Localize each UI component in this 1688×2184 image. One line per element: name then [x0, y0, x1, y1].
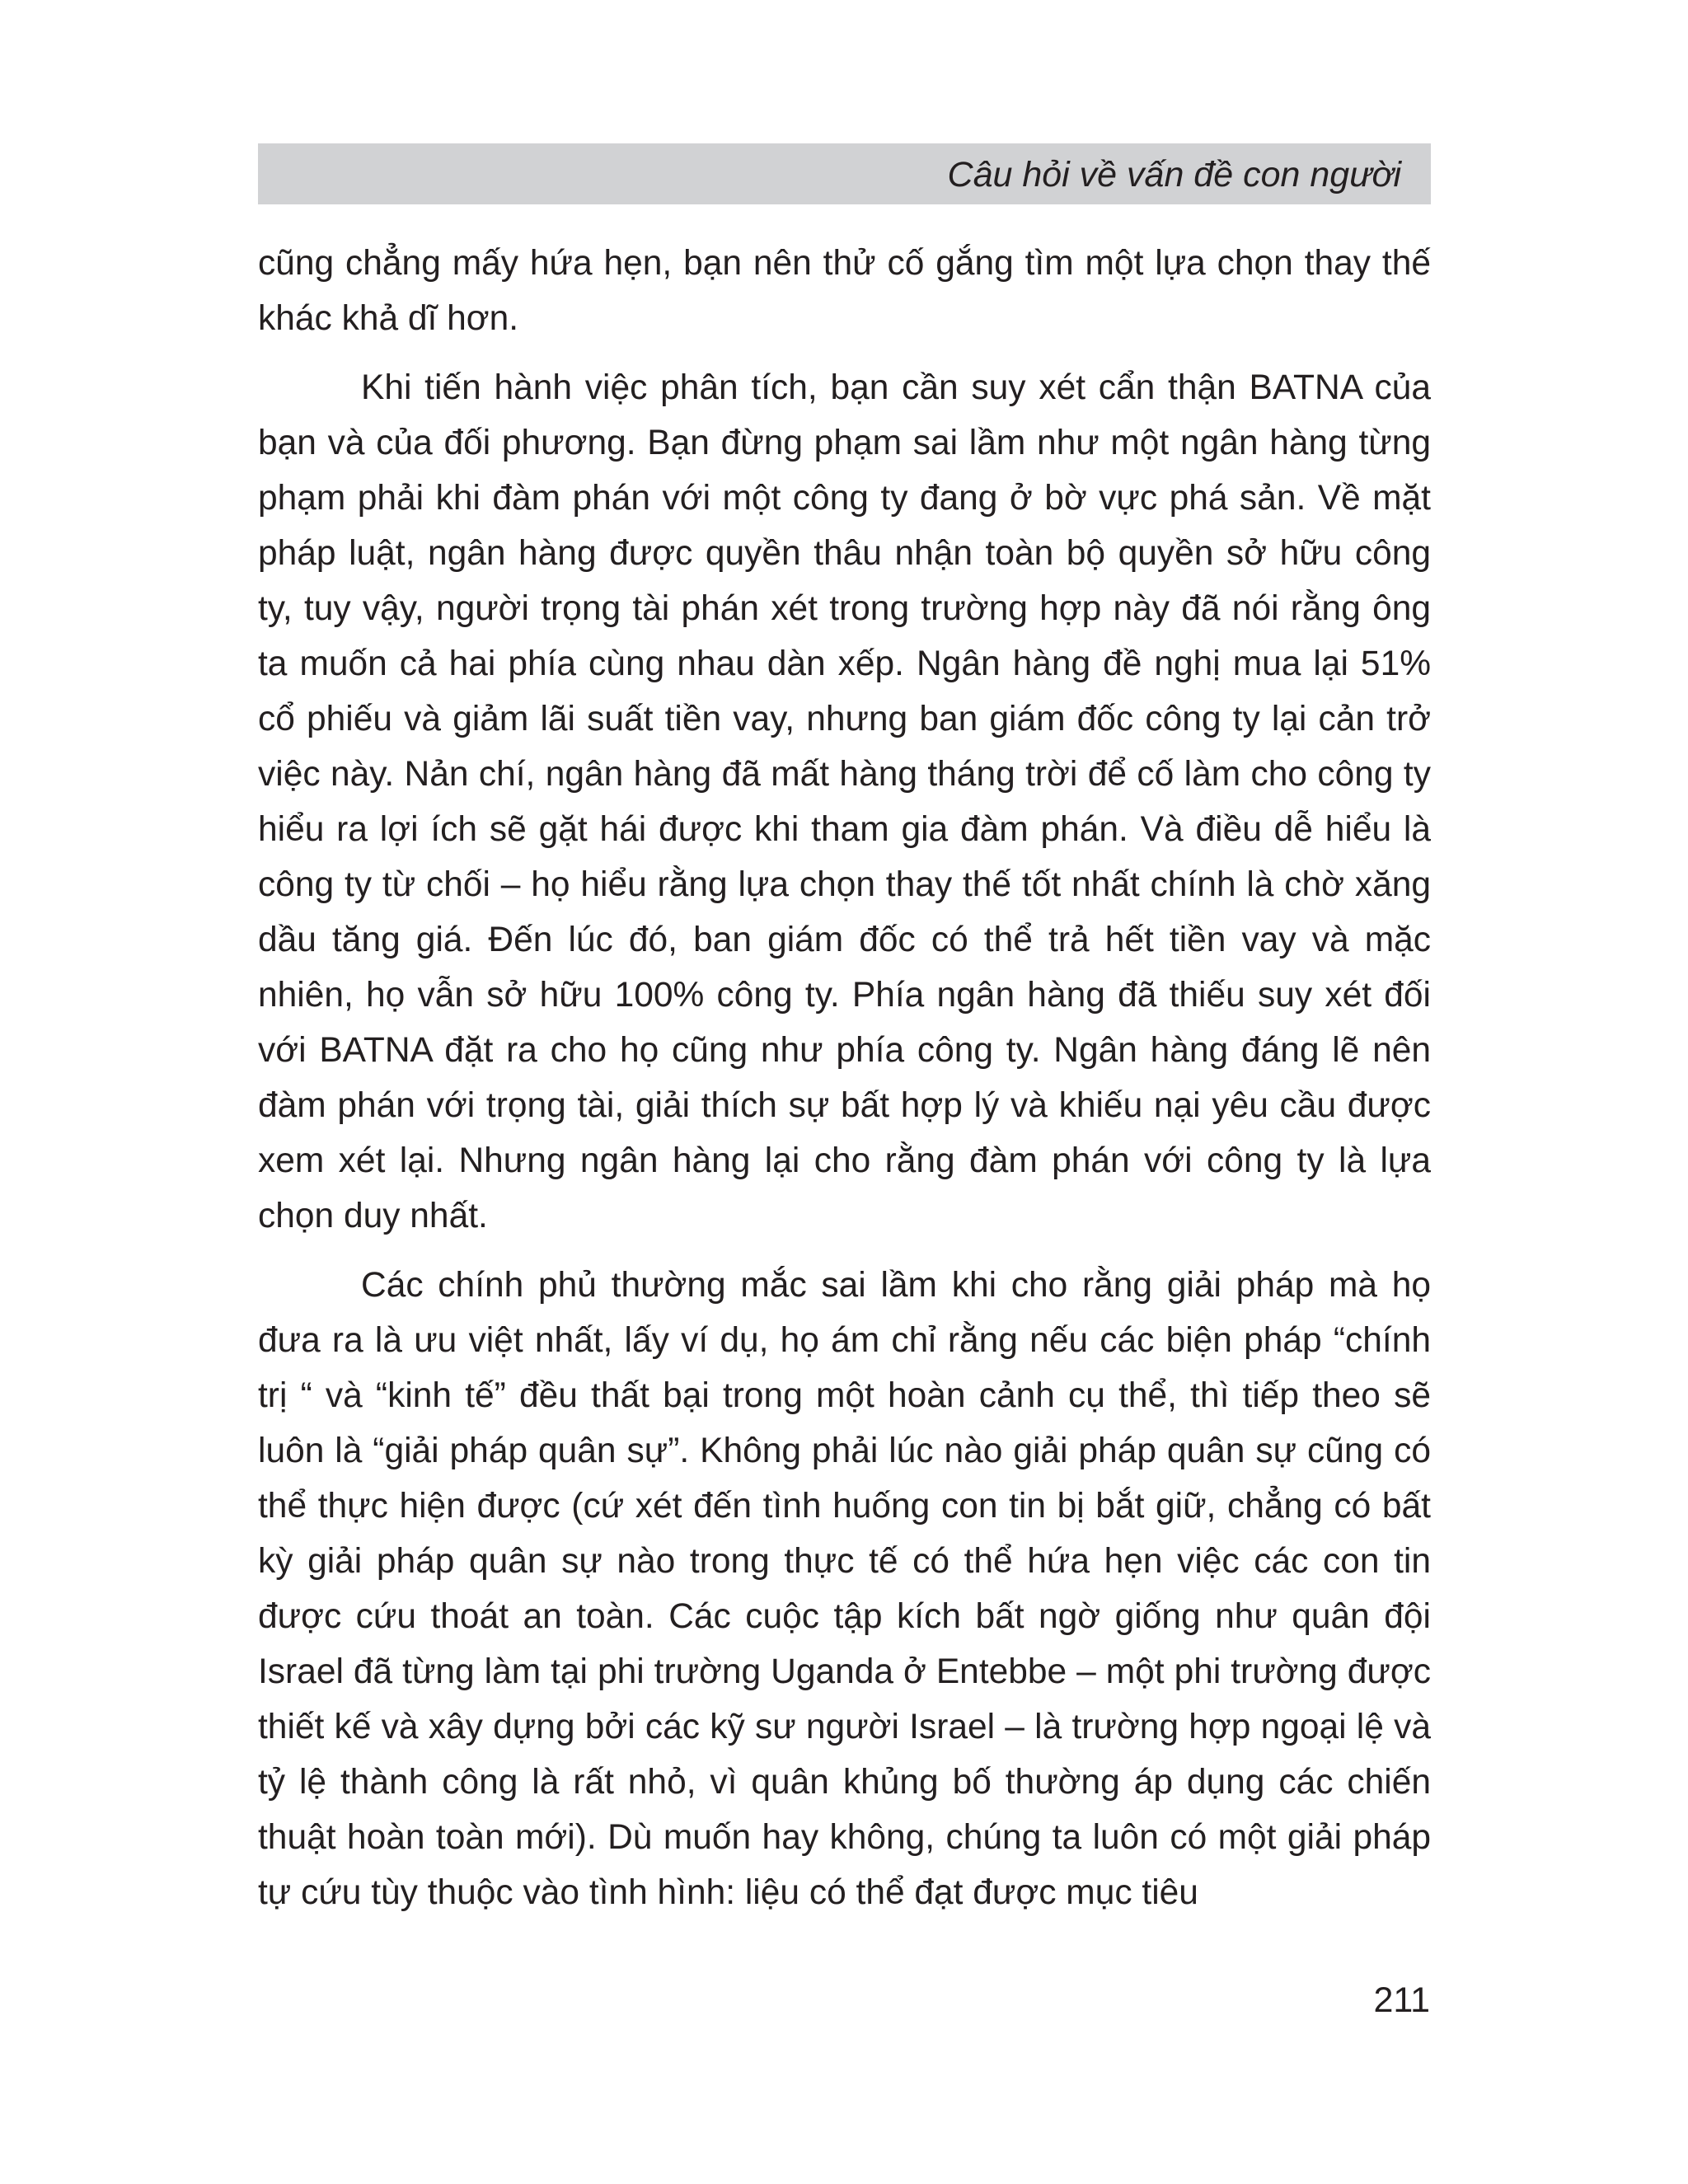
running-header	[258, 143, 1431, 204]
body-text	[258, 236, 1431, 1934]
paragraph-continuation: cũng chẳng mấy hứa hẹn, bạn nên thử cố gắng tìm một lựa chọn thay thế khác khả dĩ hơn.	[258, 244, 1431, 338]
paragraph-government-mistakes: Các chính phủ thường mắc sai lầm khi cho rằng giải pháp mà họ đưa ra là ưu việt nhất, lấy ví dụ, họ ám chỉ rằng nếu các biện pháp “chính trị “ và “kinh tế” đều thất bại trong một hoàn cảnh cụ thể, thì tiếp theo sẽ luôn là “giải pháp quân sự”. Không phải lúc nào giải pháp quân sự cũng có thể thực hiện được (cứ xét đến tình huống con tin bị bắt giữ, chẳng có bất kỳ giải pháp quân sự nào trong thực tế có thể hứa hẹn việc các con tin được cứu thoát an toàn. Các cuộc tập kích bất ngờ giống như quân đội Israel đã từng làm tại phi trường Uganda ở Entebbe – một phi trường được thiết kế và xây dựng bởi các kỹ sư người Israel – là trường hợp ngoại lệ và tỷ lệ thành công là rất nhỏ, vì quân khủng bố thường áp dụng các chiến thuật hoàn toàn mới). Dù muốn hay không, chúng ta luôn có một giải pháp tự cứu tùy thuộc vào tình hình: liệu có thể đạt được mục tiêu	[258, 1266, 1431, 1912]
paragraph-batna-analysis: Khi tiến hành việc phân tích, bạn cần suy xét cẩn thận BATNA của bạn và của đối phương. Bạn đừng phạm sai lầm như một ngân hàng từng phạm phải khi đàm phán với một công ty đang ở bờ vực phá sản. Về mặt pháp luật, ngân hàng được quyền thâu nhận toàn bộ quyền sở hữu công ty, tuy vậy, người trọng tài phán xét trong trường hợp này đã nói rằng ông ta muốn cả hai phía cùng nhau dàn xếp. Ngân hàng đề nghị mua lại 51% cổ phiếu và giảm lãi suất tiền vay, nhưng ban giám đốc công ty lại cản trở việc này. Nản chí, ngân hàng đã mất hàng tháng trời để cố làm cho công ty hiểu ra lợi ích sẽ gặt hái được khi tham gia đàm phán. Và điều dễ hiểu là công ty từ chối – họ hiểu rằng lựa chọn thay thế tốt nhất chính là chờ xăng dầu tăng giá. Đến lúc đó, ban giám đốc có thể trả hết tiền vay và mặc nhiên, họ vẫn sở hữu 100% công ty. Phía ngân hàng đã thiếu suy xét đối với BATNA đặt ra cho họ cũng như phía công ty. Ngân hàng đáng lẽ nên đàm phán với trọng tài, giải thích sự bất hợp lý và khiếu nại yêu cầu được xem xét lại. Nhưng ngân hàng lại cho rằng đàm phán với công ty là lựa chọn duy nhất.	[258, 368, 1431, 1235]
page-number: 211	[1373, 1980, 1430, 2020]
running-header-title: Câu hỏi về vấn đề con người	[947, 155, 1401, 194]
